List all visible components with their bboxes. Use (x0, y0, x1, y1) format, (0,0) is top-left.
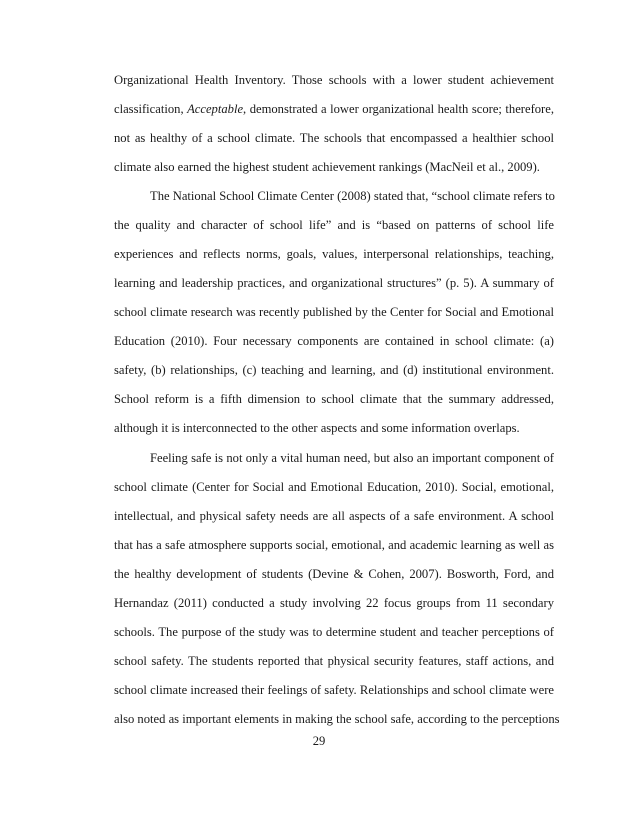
text-run: classification, (114, 102, 188, 116)
text-line: Hernandaz (2011) conducted a study involving 22 focus groups from 11 secondary (114, 596, 554, 610)
text-line: safety, (b) relationships, (c) teaching and learning, and (d) institutional environment. (114, 363, 554, 377)
text-line (114, 101, 554, 117)
text-line: the quality and character of school life” and is “based on patterns of school life (114, 218, 554, 232)
text-line: Organizational Health Inventory. Those schools with a lower student achievement (114, 73, 554, 87)
text-line: the healthy development of students (Devine & Cohen, 2007). Bosworth, Ford, and (114, 567, 554, 581)
text-run: , demonstrated a lower organizational health score; therefore, (243, 102, 554, 116)
text-line: also noted as important elements in making the school safe, according to the perceptions (114, 712, 560, 726)
text-line: not as healthy of a school climate. The schools that encompassed a healthier school (114, 131, 554, 145)
page-number: 29 (312, 734, 326, 748)
text-line: School reform is a fifth dimension to school climate that the summary addressed, (114, 392, 554, 406)
text-line: learning and leadership practices, and organizational structures” (p. 5). A summary of (114, 276, 554, 290)
text-line: that has a safe atmosphere supports social, emotional, and academic learning as well as (114, 538, 554, 552)
text-line: school safety. The students reported that physical security features, staff actions, and (114, 654, 554, 668)
text-line: schools. The purpose of the study was to determine student and teacher perceptions of (114, 625, 554, 639)
paragraph-first-line: The National School Climate Center (2008) stated that, “school climate refers to (150, 189, 555, 203)
text-line: experiences and reflects norms, goals, values, interpersonal relationships, teaching, (114, 247, 554, 261)
text-line: school climate (Center for Social and Emotional Education, 2010). Social, emotional, (114, 480, 554, 494)
text-line: although it is interconnected to the other aspects and some information overlaps. (114, 421, 520, 435)
text-line: school climate increased their feelings of safety. Relationships and school climate were (114, 683, 554, 697)
italic-term: Acceptable (187, 102, 244, 116)
text-line: Education (2010). Four necessary components are contained in school climate: (a) (114, 334, 554, 348)
text-line: school climate research was recently published by the Center for Social and Emotional (114, 305, 554, 319)
text-line: intellectual, and physical safety needs are all aspects of a safe environment. A school (114, 509, 554, 523)
paragraph-first-line: Feeling safe is not only a vital human need, but also an important component of (150, 451, 554, 465)
text-line: climate also earned the highest student achievement rankings (MacNeil et al., 2009). (114, 160, 540, 174)
